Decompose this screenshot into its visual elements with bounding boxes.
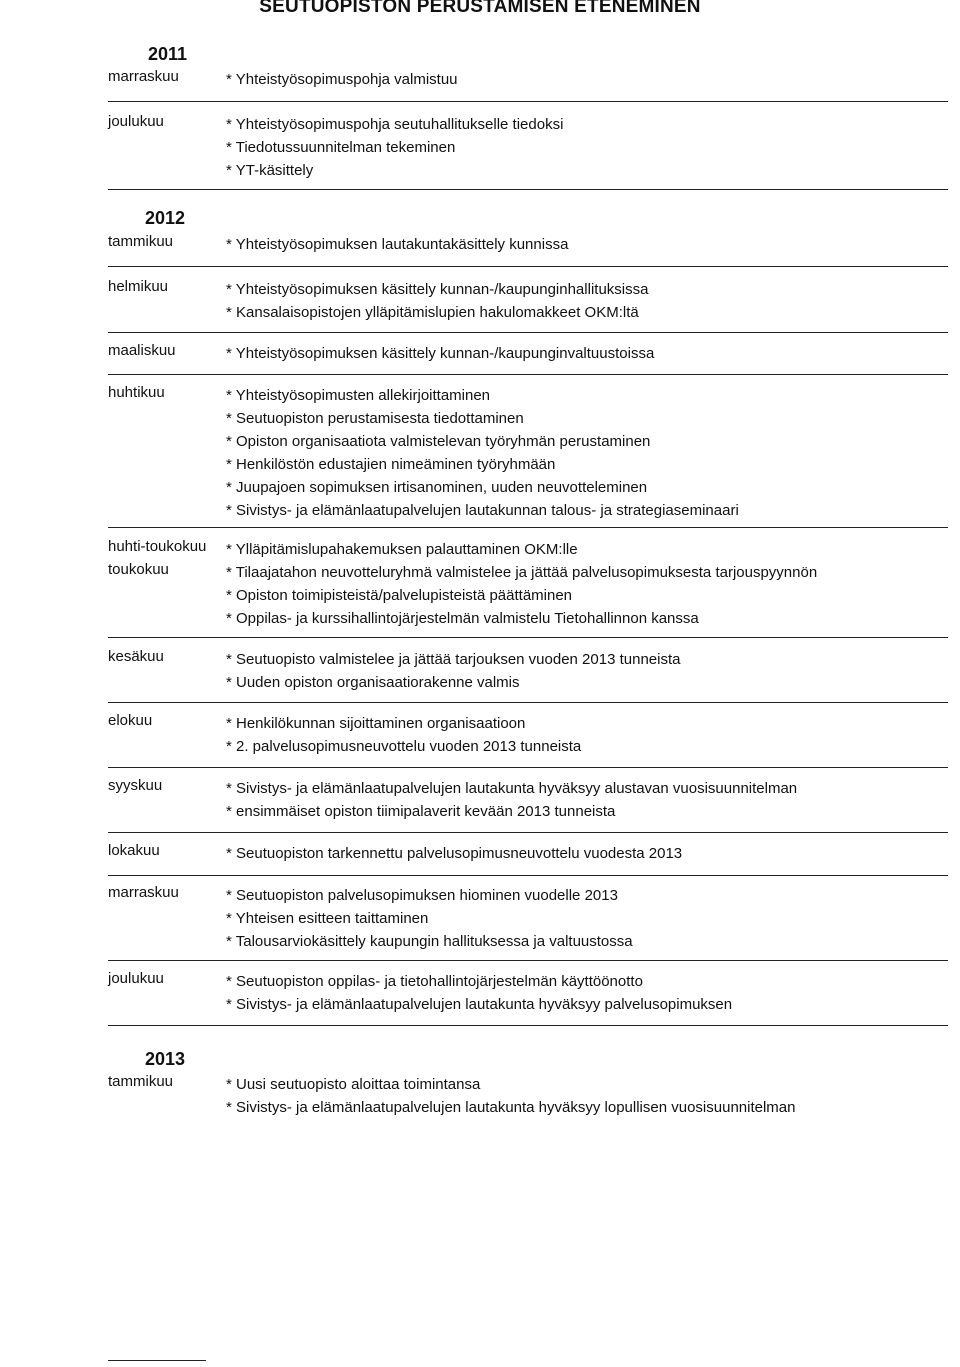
event-item: * Sivistys- ja elämänlaatupalvelujen lautakunta hyväksyy lopullisen vuosisuunnitelman [226,1099,796,1116]
event-item: * Seutuopiston palvelusopimuksen hiominen vuodelle 2013 [226,887,618,904]
month-label: lokakuu [108,842,160,859]
event-item: * Henkilökunnan sijoittaminen organisaatioon [226,715,526,732]
event-item: * Juupajoen sopimuksen irtisanominen, uuden neuvotteleminen [226,479,648,496]
event-item: * Opiston toimipisteistä/palvelupisteistä päättäminen [226,587,573,604]
divider [108,702,948,703]
event-item: * Uusi seutuopisto aloittaa toimintansa [226,1076,481,1093]
event-list [226,1073,795,1119]
event-list [226,68,458,91]
divider [108,637,948,638]
event-item: * Yhteisen esitteen taittaminen [226,910,429,927]
event-list [226,233,568,256]
event-list [226,648,680,694]
month-label: helmikuu [108,278,169,295]
divider [108,374,948,375]
month-label: tammikuu [108,233,174,250]
event-item: * Yhteistyösopimuspohja valmistuu [226,71,458,88]
month-label: marraskuu [108,68,179,85]
event-list [226,113,563,182]
event-list [226,384,739,522]
event-item: * YT-käsittely [226,162,314,179]
page-title: SEUTUOPISTON PERUSTAMISEN ETENEMINEN [259,0,701,17]
divider [108,266,948,267]
divider [108,332,948,333]
event-item: * 2. palvelusopimusneuvottelu vuoden 2013 tunneista [226,738,582,755]
month-label: joulukuu [108,970,164,987]
event-item: * Tilaajatahon neuvotteluryhmä valmistelee ja jättää palvelusopimuksesta tarjouspyynnön [226,564,818,581]
event-list [226,342,654,365]
year-heading: 2013 [145,1049,186,1069]
divider [108,875,948,876]
event-item: * Yhteistyösopimuksen käsittely kunnan-/kaupunginvaltuustoissa [226,345,655,362]
month-label: joulukuu [108,113,164,130]
event-item: * Seutuopiston oppilas- ja tietohallintojärjestelmän käyttöönotto [226,973,643,990]
event-item: * Kansalaisopistojen ylläpitämislupien hakulomakkeet OKM:ltä [226,304,639,321]
event-item: * Tiedotussuunnitelman tekeminen [226,139,456,156]
month-label: tammikuu [108,1073,174,1090]
event-item: * Seutuopiston perustamisesta tiedottaminen [226,410,524,427]
event-item: * Yhteistyösopimuksen käsittely kunnan-/kaupunginhallituksissa [226,281,649,298]
event-item: * Yhteistyösopimuspohja seutuhallitukselle tiedoksi [226,116,564,133]
event-item: * ensimmäiset opiston tiimipalaverit kevään 2013 tunneista [226,803,616,820]
divider [108,767,948,768]
event-item: * Henkilöstön edustajien nimeäminen työryhmään [226,456,556,473]
event-list [226,712,581,758]
event-list [226,970,732,1016]
divider [108,101,948,102]
year-heading: 2011 [148,44,188,64]
year-heading: 2012 [145,208,186,228]
event-item: * Sivistys- ja elämänlaatupalvelujen lautakunnan talous- ja strategiaseminaari [226,502,739,519]
event-item: * Yhteistyösopimuksen lautakuntakäsittely kunnissa [226,236,569,253]
month-label: kesäkuu [108,648,164,665]
event-item: * Yhteistyösopimusten allekirjoittaminen [226,387,491,404]
divider [108,189,948,190]
event-list [226,538,817,630]
month-label: syyskuu [108,777,163,794]
event-item: * Opiston organisaatiota valmistelevan työryhmän perustaminen [226,433,651,450]
divider [108,960,948,961]
event-item: * Sivistys- ja elämänlaatupalvelujen lautakunta hyväksyy palvelusopimuksen [226,996,733,1013]
event-list [226,842,682,865]
month-label: elokuu [108,712,153,729]
event-list [226,884,633,953]
event-item: * Ylläpitämislupahakemuksen palauttaminen OKM:lle [226,541,578,558]
event-item: * Sivistys- ja elämänlaatupalvelujen lautakunta hyväksyy alustavan vuosisuunnitelman [226,780,798,797]
event-item: * Seutuopiston tarkennettu palvelusopimusneuvottelu vuodesta 2013 [226,845,683,862]
event-item: * Oppilas- ja kurssihallintojärjestelmän valmistelu Tietohallinnon kanssa [226,610,699,627]
month-label: toukokuu [108,561,169,578]
divider [108,832,948,833]
month-label: marraskuu [108,884,179,901]
month-label: huhtikuu [108,384,165,401]
divider [108,527,948,528]
month-label: maaliskuu [108,342,176,359]
event-item: * Talousarviokäsittely kaupungin hallituksessa ja valtuustossa [226,933,633,950]
divider [108,1025,948,1026]
event-item: * Uuden opiston organisaatiorakenne valmis [226,674,520,691]
month-label: huhti-toukokuu [108,538,207,555]
footnote-rule [108,1360,206,1361]
event-item: * Seutuopisto valmistelee ja jättää tarjouksen vuoden 2013 tunneista [226,651,681,668]
event-list [226,278,648,324]
event-list [226,777,797,823]
